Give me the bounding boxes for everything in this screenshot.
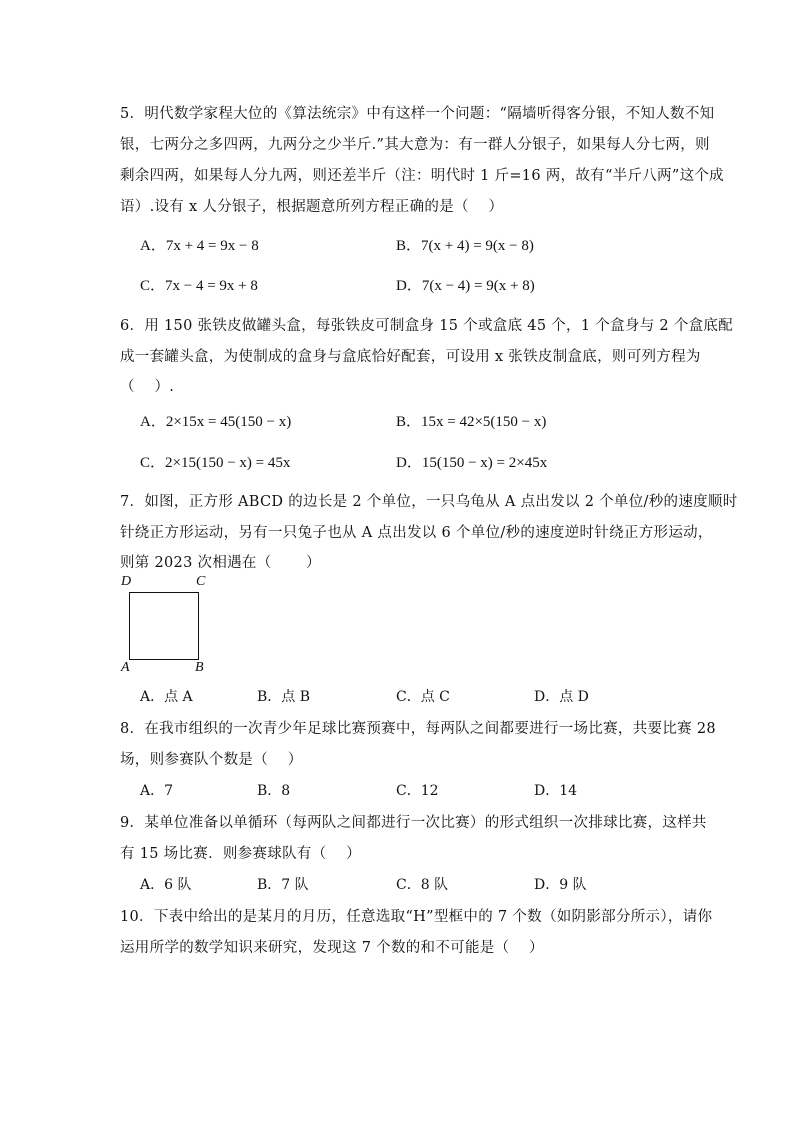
q7-option-d: D．点 D (534, 689, 589, 705)
q6-option-d: D．15(150 − x) = 2×45x (396, 455, 548, 471)
q7-line-1: 7．如图，正方形 ABCD 的边长是 2 个单位，一只乌龟从 A 点出发以 2 个单位/秒的速度顺时 (120, 494, 738, 510)
q7-line-2: 针绕正方形运动，另有一只兔子也从 A 点出发以 6 个单位/秒的速度逆时针绕正方形运动， (120, 525, 713, 541)
q7-option-b: B．点 B (257, 689, 311, 705)
q5-line-4: 语）.设有 x 人分银子，根据题意所列方程正确的是（ ） (120, 199, 504, 215)
q8-option-d: D．14 (534, 783, 578, 799)
q8-option-b: B．8 (257, 783, 291, 799)
q5-line-3: 剩余四两，如果每人分九两，则还差半斤（注：明代时 1 斤=16 两，故有“半斤八两”这个成 (120, 168, 724, 184)
q5-line-1: 5．明代数学家程大位的《算法统宗》中有这样一个问题：“隔墙听得客分银，不知人数不知 (120, 106, 715, 122)
square-shape (129, 592, 199, 660)
q9-option-d: D．9 队 (534, 877, 587, 893)
q9-line-2: 有 15 场比赛．则参赛球队有（ ） (120, 846, 361, 862)
vertex-label-a: A (121, 660, 130, 675)
square-abcd-figure (118, 574, 218, 678)
q9-option-c: C．8 队 (396, 877, 449, 893)
q8-option-c: C．12 (396, 783, 439, 799)
q6-option-c: C．2×15(150 − x) = 45x (140, 455, 291, 471)
q9-option-b: B．7 队 (257, 877, 309, 893)
q6-option-a: A．2×15x = 45(150 − x) (140, 414, 292, 430)
q9-line-1: 9．某单位准备以单循环（每两队之间都进行一次比赛）的形式组织一次排球比赛，这样共 (120, 815, 707, 831)
q9-option-a: A．6 队 (140, 877, 192, 893)
q5-option-d: D．7(x − 4) = 9(x + 8) (396, 278, 535, 294)
vertex-label-d: D (121, 574, 132, 589)
q5-option-b: B．7(x + 4) = 9(x − 8) (396, 238, 534, 254)
q10-line-1: 10．下表中给出的是某月的月历，任意选取“H”型框中的 7 个数（如阴影部分所示），请你 (120, 909, 713, 925)
q6-line-3: （ ）. (120, 379, 175, 395)
q8-option-a: A．7 (140, 783, 174, 799)
q7-option-a: A．点 A (140, 689, 193, 705)
q6-line-1: 6．用 150 张铁皮做罐头盒，每张铁皮可制盒身 15 个或盒底 45 个，1 个盒身与 2 个盒底配 (120, 318, 734, 334)
q5-option-c: C．7x − 4 = 9x + 8 (140, 278, 258, 294)
q8-line-2: 场，则参赛队个数是（ ） (120, 752, 303, 768)
q5-option-a: A．7x + 4 = 9x − 8 (140, 238, 259, 254)
q8-line-1: 8．在我市组织的一次青少年足球比赛预赛中，每两队之间都要进行一场比赛，共要比赛 28 (120, 721, 716, 737)
q6-line-2: 成一套罐头盒，为使制成的盒身与盒底恰好配套，可设用 x 张铁皮制盒底，则可列方程为 (120, 349, 701, 365)
q5-line-2: 银，七两分之多四两，九两分之少半斤.”其大意为：有一群人分银子，如果每人分七两，则 (120, 137, 710, 153)
vertex-label-c: C (196, 574, 206, 589)
q7-option-c: C．点 C (396, 689, 450, 705)
q6-option-b: B．15x = 42×5(150 − x) (396, 414, 547, 430)
q7-line-3: 则第 2023 次相遇在（ ） (120, 555, 321, 571)
q10-line-2: 运用所学的数学知识来研究，发现这 7 个数的和不可能是（ ） (120, 940, 544, 956)
vertex-label-b: B (195, 660, 204, 675)
